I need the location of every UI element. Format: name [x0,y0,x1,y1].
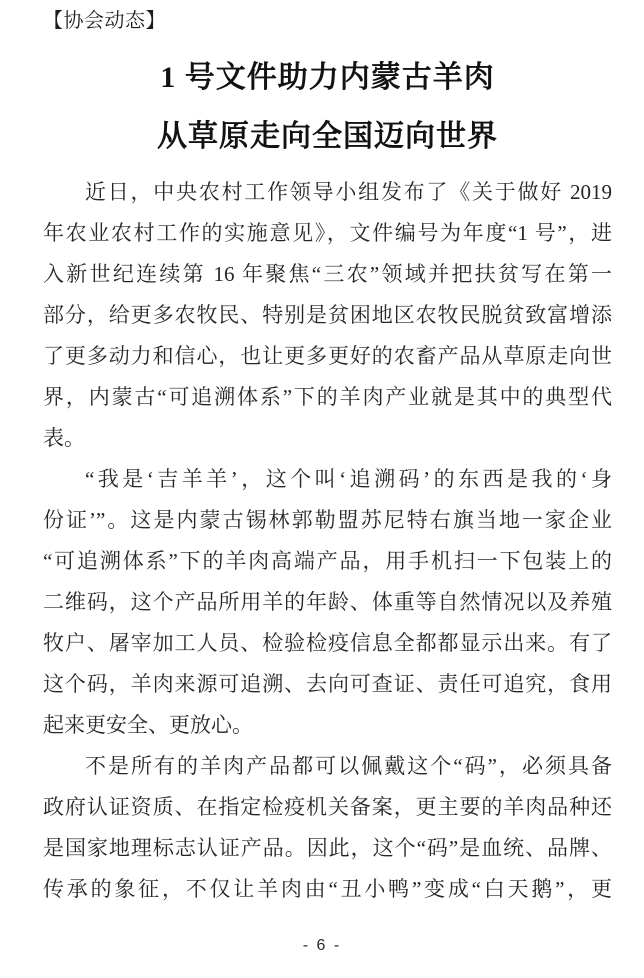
paragraph [43,746,612,910]
paragraph [43,459,612,746]
page-number: - 6 - [302,937,342,954]
text-line: 了更多动力和信心，也让更多更好的农畜产品从草原走向世 [43,344,612,368]
text-line: 政府认证资质、在指定检疫机关备案，更主要的羊肉品种还 [43,795,612,819]
text-line: 传承的象征，不仅让羊肉由“丑小鸭”变成“白天鹅”，更 [43,877,612,901]
text-line: 是国家地理标志认证产品。因此，这个“码”是血统、品牌、 [43,836,612,860]
paragraph [43,172,612,459]
text-line: 不是所有的羊肉产品都可以佩戴这个“码”，必须具备 [85,754,612,778]
text-line: “可追溯体系”下的羊肉高端产品，用手机扫一下包装上的 [43,549,612,573]
text-line: “我是‘吉羊羊’，这个叫‘追溯码’的东西是我的‘身 [85,467,612,491]
text-line: 部分，给更多农牧民、特别是贫困地区农牧民脱贫致富增添 [43,303,612,327]
document-title-line-2: 从草原走向全国迈向世界 [157,120,498,153]
text-line: 二维码，这个产品所用羊的年龄、体重等自然情况以及养殖 [43,590,612,614]
text-line: 份证’”。这是内蒙古锡林郭勒盟苏尼特右旗当地一家企业 [43,508,612,532]
text-line: 近日，中央农村工作领导小组发布了《关于做好 2019 [85,180,612,204]
text-line: 这个码，羊肉来源可追溯、去向可查证、责任可追究，食用 [43,672,612,696]
text-line: 表。 [43,426,85,450]
text-line: 入新世纪连续第 16 年聚焦“三农”领域并把扶贫写在第一 [43,262,612,286]
text-line: 牧户、屠宰加工人员、检验检疫信息全都都显示出来。有了 [43,631,612,655]
text-line: 起来更安全、更放心。 [43,713,253,737]
document-body [43,172,612,910]
document-title-line-1: 1 号文件助力内蒙古羊肉 [160,61,495,94]
text-line: 界，内蒙古“可追溯体系”下的羊肉产业就是其中的典型代 [43,385,612,409]
text-line: 年农业农村工作的实施意见》，文件编号为年度“1 号”，进 [43,221,612,245]
section-label: 【协会动态】 [43,10,166,32]
document-title [43,48,612,166]
